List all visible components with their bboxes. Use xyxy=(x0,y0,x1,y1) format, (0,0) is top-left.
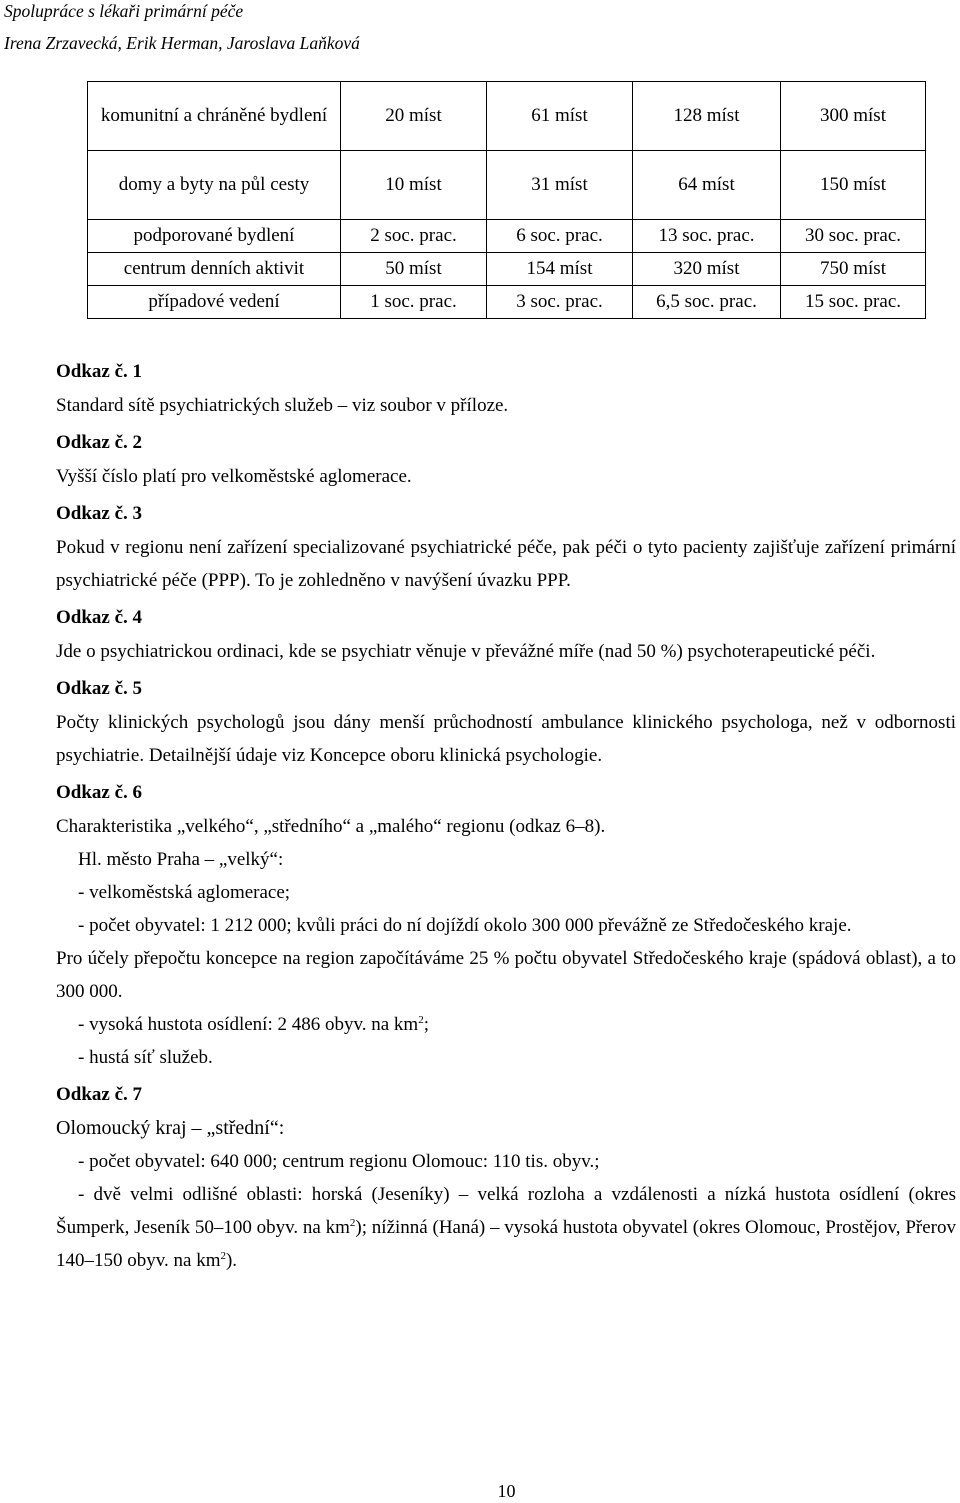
notes-section xyxy=(56,355,956,1277)
table-cell: 300 míst xyxy=(781,82,926,151)
note-text: Olomoucký kraj – „střední“: xyxy=(56,1117,285,1139)
table-cell: 3 soc. prac. xyxy=(487,286,633,319)
table-cell: 13 soc. prac. xyxy=(633,220,781,253)
table-row xyxy=(88,253,926,286)
bullet-text: ); nížinná (Haná) – vysoká hustota obyvatel (okres Olomouc, Prostějov, Přerov 140–150 obyv. na km xyxy=(56,1217,956,1271)
note-text: Jde o psychiatrickou ordinaci, kde se psychiatr věnuje v převážné míře (nad 50 %) psychoterapeutické péči. xyxy=(56,641,876,662)
bullet-text: - vysoká hustota osídlení: 2 486 obyv. na km xyxy=(78,1014,419,1035)
table-row xyxy=(88,151,926,220)
bullet-item: - počet obyvatel: 640 000; centrum regionu Olomouc: 110 tis. obyv.; xyxy=(78,1151,600,1172)
table-cell: 64 míst xyxy=(633,151,781,220)
superscript: 2 xyxy=(418,1014,424,1026)
table-cell: 128 míst xyxy=(633,82,781,151)
table-row xyxy=(88,82,926,151)
running-header-authors: Irena Zrzavecká, Erik Herman, Jaroslava Laňková xyxy=(4,33,360,53)
table-cell: 50 míst xyxy=(341,253,487,286)
region-praha-label: Hl. město Praha – „velký“: xyxy=(78,849,284,870)
table-cell: 150 míst xyxy=(781,151,926,220)
table-cell: 30 soc. prac. xyxy=(781,220,926,253)
table-cell: 2 soc. prac. xyxy=(341,220,487,253)
bullet-text: ; xyxy=(423,1014,429,1035)
capacity-table xyxy=(87,81,926,319)
bullet-item xyxy=(56,1178,956,1277)
table-row xyxy=(88,286,926,319)
note-heading: Odkaz č. 2 xyxy=(56,432,143,453)
note-heading: Odkaz č. 1 xyxy=(56,361,143,382)
bullet-item: - hustá síť služeb. xyxy=(78,1047,213,1068)
table-cell: 15 soc. prac. xyxy=(781,286,926,319)
table-cell: 20 míst xyxy=(341,82,487,151)
note-heading: Odkaz č. 5 xyxy=(56,678,143,699)
bullet-text: - dvě velmi odlišné oblasti: horská (Jeseníky) – velká rozloha a vzdálenosti a nízká hustota osídlení (okres Šumperk, Jeseník 50–100 obyv. na km xyxy=(56,1184,956,1238)
table-cell: 1 soc. prac. xyxy=(341,286,487,319)
table-cell: 61 míst xyxy=(487,82,633,151)
note-text: Vyšší číslo platí pro velkoměstské aglomerace. xyxy=(56,466,412,487)
note-text: Pokud v regionu není zařízení specializované psychiatrické péče, pak péči o tyto pacienty zajišťuje zařízení primární psychiatrické péče (PPP). To je zohledněno v navýšení úvazku PPP. xyxy=(56,537,956,591)
table-cell: domy a byty na půl cesty xyxy=(88,151,341,220)
note-heading: Odkaz č. 7 xyxy=(56,1084,143,1105)
bullet-item: - počet obyvatel: 1 212 000; kvůli práci do ní dojíždí okolo 300 000 převážně ze Středočeského kraje. xyxy=(78,915,852,936)
table-cell: 750 míst xyxy=(781,253,926,286)
note-text: Charakteristika „velkého“, „středního“ a „malého“ regionu (odkaz 6–8). xyxy=(56,816,606,837)
bullet-item: - velkoměstská aglomerace; xyxy=(78,882,291,903)
note-text: Pro účely přepočtu koncepce na region započítáváme 25 % počtu obyvatel Středočeského kraje (spádová oblast), a to 300 000. xyxy=(56,948,956,1002)
table-cell: komunitní a chráněné bydlení xyxy=(88,82,341,151)
note-heading: Odkaz č. 3 xyxy=(56,503,143,524)
table-cell: 6,5 soc. prac. xyxy=(633,286,781,319)
table-cell: 10 míst xyxy=(341,151,487,220)
superscript: 2 xyxy=(349,1217,356,1229)
table-cell: 6 soc. prac. xyxy=(487,220,633,253)
bullet-item xyxy=(56,1008,956,1041)
note-heading: Odkaz č. 4 xyxy=(56,607,143,628)
note-text: Standard sítě psychiatrických služeb – viz soubor v příloze. xyxy=(56,395,509,416)
table-cell: 154 míst xyxy=(487,253,633,286)
table-cell: 31 míst xyxy=(487,151,633,220)
table-row xyxy=(88,220,926,253)
table-cell: podporované bydlení xyxy=(88,220,341,253)
page-number: 10 xyxy=(497,1481,516,1501)
running-header-title: Spolupráce s lékaři primární péče xyxy=(4,1,244,21)
bullet-text: ). xyxy=(225,1250,238,1271)
table-cell: centrum denních aktivit xyxy=(88,253,341,286)
note-heading: Odkaz č. 6 xyxy=(56,782,143,803)
table-cell: 320 míst xyxy=(633,253,781,286)
note-text: Počty klinických psychologů jsou dány menší průchodností ambulance klinického psychologa, než v odbornosti psychiatrie. Detailnější údaje viz Koncepce oboru klinická psychologie. xyxy=(56,712,956,766)
table-cell: případové vedení xyxy=(88,286,341,319)
superscript: 2 xyxy=(220,1250,226,1262)
